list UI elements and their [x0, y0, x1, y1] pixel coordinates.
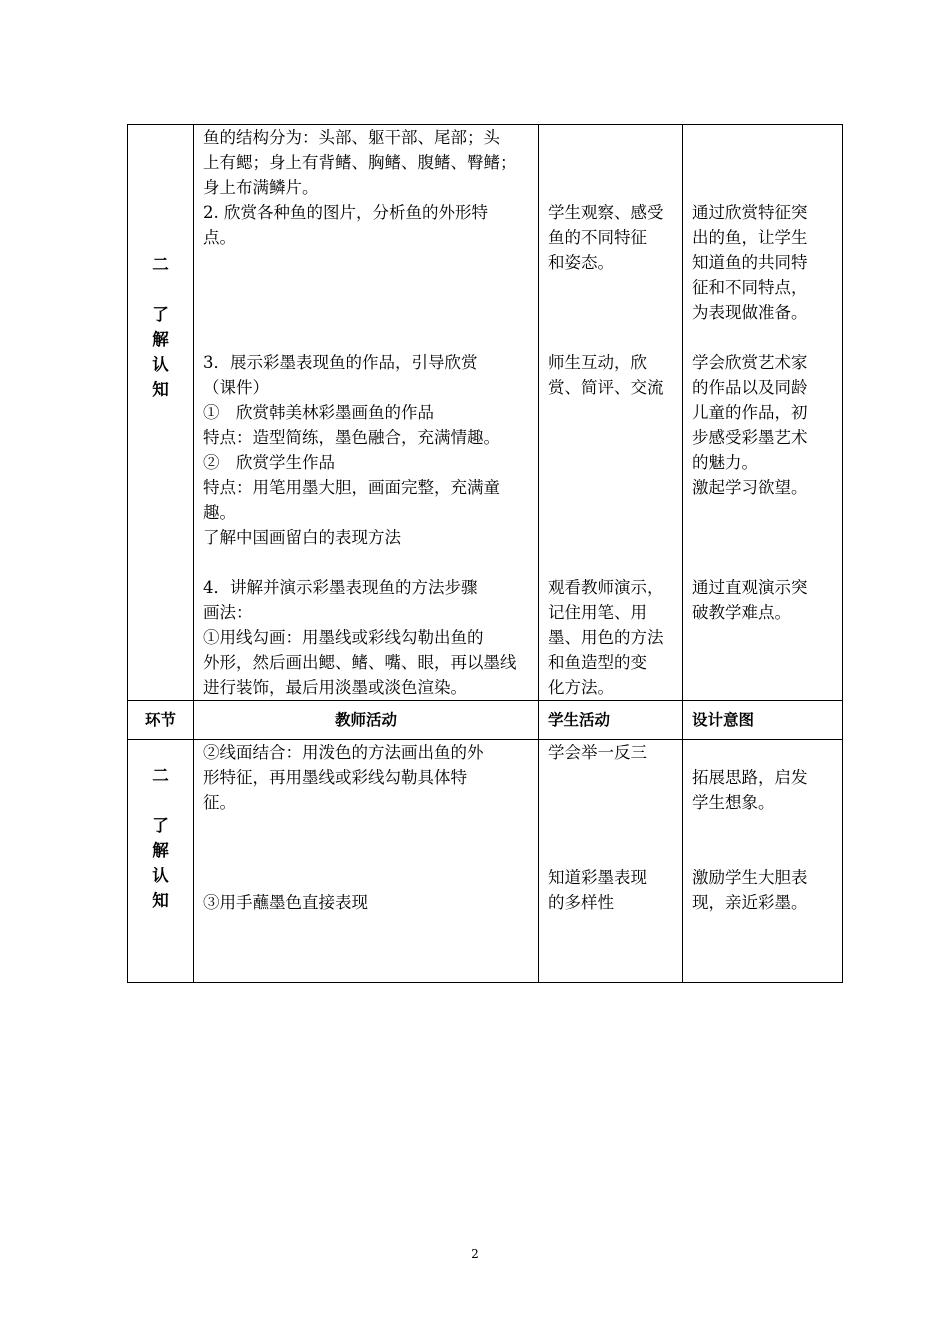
- text-line: 师生互动，欣: [548, 353, 647, 372]
- design-intent-cell: [683, 125, 843, 701]
- student-activity-cell: [539, 125, 683, 701]
- text-line: 3．展示彩墨表现鱼的作品，引导欣赏: [203, 353, 478, 372]
- text-line: 外形，然后画出鳃、鳍、嘴、眼，再以墨线: [203, 653, 517, 672]
- text-line: 的多样性: [548, 893, 614, 912]
- text-line: 赏、简评、交流: [548, 378, 664, 397]
- student-activity-cell: [539, 740, 683, 983]
- text-line: 出的鱼，让学生: [692, 228, 808, 247]
- stage-char: 了: [152, 816, 169, 835]
- text-line: 知道鱼的共同特: [692, 253, 808, 272]
- table-row-section1: [128, 125, 843, 701]
- text-line: 趣。: [203, 503, 236, 522]
- teacher-activity-cell: [194, 125, 539, 701]
- text-line: 通过直观演示突: [692, 578, 808, 597]
- header-student-activity: 学生活动: [539, 701, 683, 740]
- teacher-activity-cell: [194, 740, 539, 983]
- text-line: 鱼的不同特征: [548, 228, 647, 247]
- text-line: ① 欣赏韩美林彩墨画鱼的作品: [203, 403, 434, 422]
- text-line: 记住用笔、用: [548, 603, 647, 622]
- stage-char: 解: [152, 330, 169, 349]
- text-line: ③用手蘸墨色直接表现: [203, 893, 368, 912]
- text-line: 点。: [203, 228, 236, 247]
- stage-char: 二: [152, 255, 169, 274]
- text-line: ①用线勾画：用墨线或彩线勾勒出鱼的: [203, 628, 484, 647]
- stage-char: 解: [152, 841, 169, 860]
- page-number: 2: [471, 1247, 479, 1261]
- text-line: 激励学生大胆表: [692, 868, 808, 887]
- text-line: 激起学习欲望。: [692, 478, 808, 497]
- text-line: 学会举一反三: [548, 743, 647, 762]
- text-line: 学生观察、感受: [548, 203, 664, 222]
- text-line: 鱼的结构分为：头部、躯干部、尾部；头: [203, 128, 500, 147]
- text-line: 的作品以及同龄: [692, 378, 808, 397]
- design-intent-cell: [683, 740, 843, 983]
- table-row-section2: [128, 740, 843, 983]
- text-line: 观看教师演示，: [548, 578, 664, 597]
- lesson-plan-table: [127, 124, 843, 983]
- table-header-row: [128, 701, 843, 740]
- header-stage: 环节: [128, 701, 194, 740]
- text-line: ②线面结合：用泼色的方法画出鱼的外: [203, 743, 484, 762]
- stage-char: 知: [152, 891, 169, 910]
- text-line: 的魅力。: [692, 453, 758, 472]
- text-line: 拓展思路，启发: [692, 768, 808, 787]
- text-line: 上有鳃；身上有背鳍、胸鳍、腹鳍、臀鳍；: [203, 153, 517, 172]
- stage-char: 认: [152, 355, 169, 374]
- text-line: 步感受彩墨艺术: [692, 428, 808, 447]
- text-line: 形特征，再用墨线或彩线勾勒具体特: [203, 768, 467, 787]
- stage-char: 知: [152, 380, 169, 399]
- text-line: ② 欣赏学生作品: [203, 453, 335, 472]
- text-line: 学会欣赏艺术家: [692, 353, 808, 372]
- text-line: 现，亲近彩墨。: [692, 893, 808, 912]
- text-line: 画法：: [203, 603, 253, 622]
- text-line: 破教学难点。: [692, 603, 791, 622]
- text-line: 征。: [203, 793, 236, 812]
- text-line: 和姿态。: [548, 253, 614, 272]
- text-line: 2. 欣赏各种鱼的图片，分析鱼的外形特: [203, 203, 488, 222]
- text-line: 为表现做准备。: [692, 303, 808, 322]
- header-design-intent: 设计意图: [683, 701, 843, 740]
- header-teacher-activity: 教师活动: [194, 701, 539, 740]
- text-line: 征和不同特点，: [692, 278, 808, 297]
- text-line: 4．讲解并演示彩墨表现鱼的方法步骤: [203, 578, 478, 597]
- text-line: 知道彩墨表现: [548, 868, 647, 887]
- text-line: （课件）: [203, 378, 269, 397]
- stage-cell: [128, 740, 194, 983]
- text-line: 了解中国画留白的表现方法: [203, 528, 401, 547]
- text-line: 和鱼造型的变: [548, 653, 647, 672]
- stage-char: 认: [152, 866, 169, 885]
- text-line: 特点：用笔用墨大胆，画面完整，充满童: [203, 478, 500, 497]
- text-line: 化方法。: [548, 678, 614, 697]
- text-line: 儿童的作品，初: [692, 403, 808, 422]
- text-line: 特点：造型简练，墨色融合，充满情趣。: [203, 428, 500, 447]
- text-line: 通过欣赏特征突: [692, 203, 808, 222]
- text-line: 墨、用色的方法: [548, 628, 664, 647]
- text-line: 身上布满鳞片。: [203, 178, 319, 197]
- stage-char: 二: [152, 766, 169, 785]
- stage-char: 了: [152, 305, 169, 324]
- stage-cell: [128, 125, 194, 701]
- text-line: 进行装饰，最后用淡墨或淡色渲染。: [203, 678, 467, 697]
- text-line: 学生想象。: [692, 793, 775, 812]
